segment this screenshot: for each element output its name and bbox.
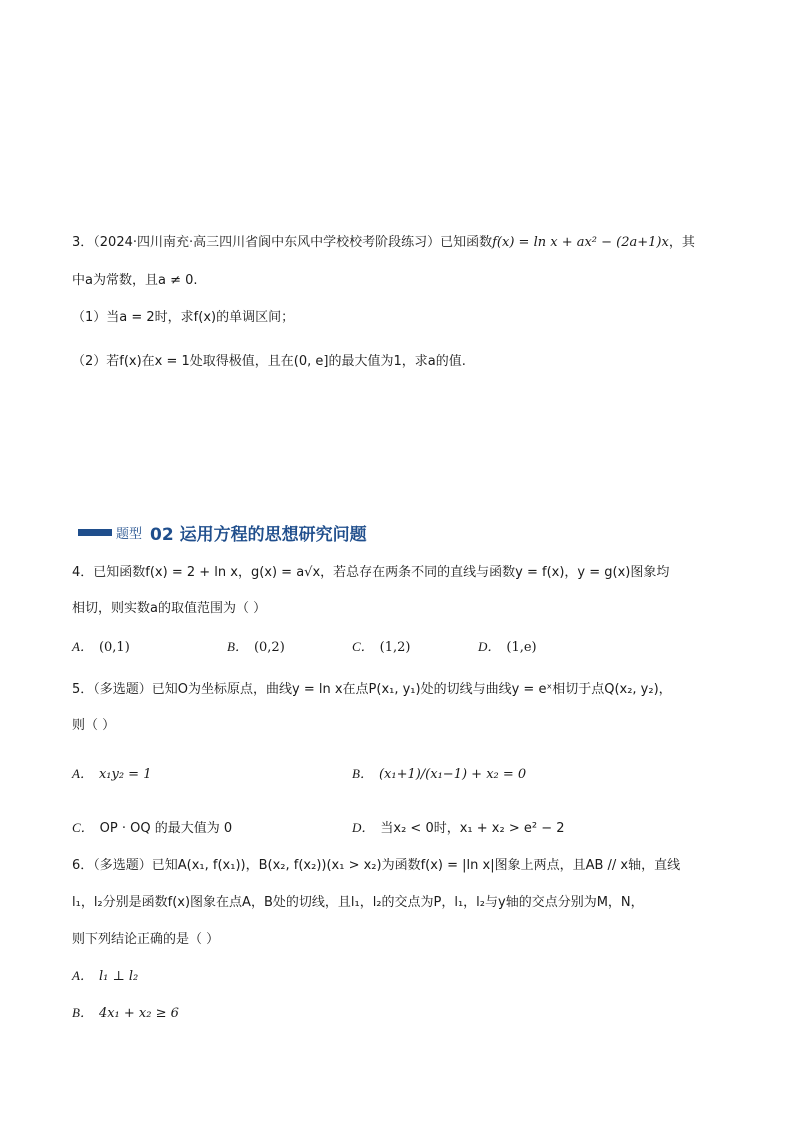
q5-option-d-text: 当x₂ < 0时，x₁ + x₂ > e² − 2: [380, 821, 565, 836]
q4-option-c-key: C．: [352, 639, 374, 654]
section-title: 02 运用方程的思想研究问题: [150, 524, 367, 545]
q6-option-b-text: 4x₁ + x₂ ≥ 6: [98, 1006, 179, 1021]
q6-option-b: [72, 1003, 179, 1024]
q6-line-2: l₁，l₂分别是函数f(x)图象在点A，B处的切线，且l₁，l₂的交点为P，l₁，l₂与y轴的交点分别为M，N，: [72, 895, 644, 910]
q6-line-1: 6．（多选题）已知A(x₁, f(x₁))，B(x₂, f(x₂))(x₁ > x₂)为函数f(x) = |ln x|图象上两点，且AB // x轴，直线: [72, 858, 681, 873]
q3-line-2: 中a为常数，且a ≠ 0.: [72, 273, 198, 288]
q3-part-2: （2）若f(x)在x = 1处取得极值，且在(0, e]的最大值为1，求a的值.: [72, 354, 466, 369]
q5-option-a-text: x₁y₂ = 1: [98, 767, 152, 782]
q6-line-3: 则下列结论正确的是（ ）: [72, 932, 220, 947]
q3-stem-suffix: ，其: [668, 235, 695, 250]
q5-option-a: [72, 764, 151, 785]
q4-line-2: 相切，则实数a的取值范围为（ ）: [72, 601, 267, 616]
q3-part-1: （1）当a = 2时，求f(x)的单调区间；: [72, 310, 295, 325]
q4-line-1: 4．已知函数f(x) = 2 + ln x，g(x) = a√x，若总存在两条不同的直线与函数y = f(x)，y = g(x)图象均: [72, 565, 670, 580]
q6-option-b-key: B．: [72, 1005, 93, 1020]
q6-option-a-key: A．: [72, 968, 93, 983]
q5-option-d: [352, 818, 565, 839]
q4-option-c-text: (1,2): [379, 640, 411, 655]
q4-option-b: [227, 637, 285, 658]
q5-line-2: 则（ ）: [72, 718, 116, 733]
q5-option-c: [72, 818, 232, 839]
q4-option-a: [72, 637, 130, 658]
section-bar-icon: [78, 529, 112, 536]
q4-option-d: [478, 637, 537, 658]
section-header: [78, 519, 367, 545]
q4-option-b-key: B．: [227, 639, 248, 654]
q4-option-c: [352, 637, 411, 658]
q4-option-b-text: (0,2): [253, 640, 285, 655]
q5-option-c-text: OP · OQ 的最大值为 0: [99, 821, 233, 836]
q5-line-1: 5．（多选题）已知O为坐标原点，曲线y = ln x在点P(x₁, y₁)处的切线与曲线y = eˣ相切于点Q(x₂, y₂)，: [72, 682, 672, 697]
q5-option-c-key: C．: [72, 820, 94, 835]
q5-option-a-key: A．: [72, 766, 93, 781]
q6-option-a-text: l₁ ⊥ l₂: [98, 969, 139, 984]
q6-option-a: [72, 966, 138, 987]
q5-option-b-text: (x₁+1)/(x₁−1) + x₂ = 0: [378, 767, 527, 782]
q3-stem-prefix: 3．（2024·四川南充·高三四川省阆中东风中学校校考阶段练习）已知函数: [72, 235, 493, 250]
q5-option-b-key: B．: [352, 766, 373, 781]
q3-line-1: [72, 233, 734, 253]
q5-option-d-key: D．: [352, 820, 375, 835]
q4-option-a-text: (0,1): [98, 640, 130, 655]
q4-option-a-key: A．: [72, 639, 93, 654]
q4-option-d-text: (1,e): [506, 640, 537, 655]
q5-option-b: [352, 764, 526, 785]
q3-formula: f(x) = ln x + ax² − (2a+1)x: [492, 235, 669, 250]
section-label: 题型: [116, 526, 143, 542]
q4-option-d-key: D．: [478, 639, 501, 654]
